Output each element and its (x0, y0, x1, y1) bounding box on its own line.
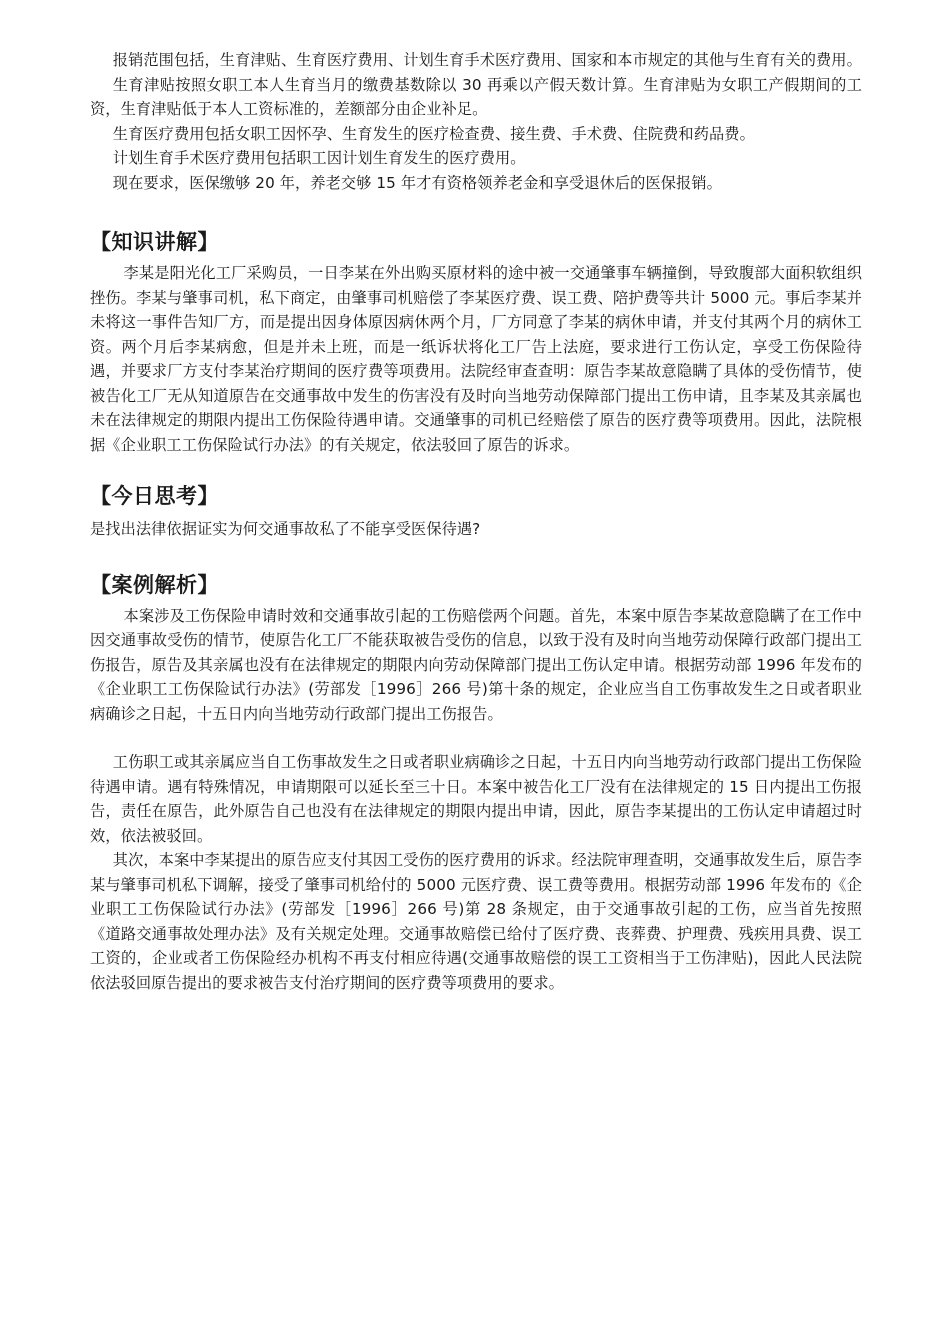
intro-paragraph-2: 生育津贴按照女职工本人生育当月的缴费基数除以 30 再乘以产假天数计算。生育津贴为女职工产假期间的工资，生育津贴低于本人工资标准的，差额部分由企业补足。 (90, 75, 862, 118)
analysis-paragraph-2: 工伤职工或其亲属应当自工伤事故发生之日或者职业病确诊之日起，十五日内向当地劳动行政部门提出工伤保险待遇申请。遇有特殊情况，申请期限可以延长至三十日。本案中被告化工厂没有在法律规定的 15 日内提出工伤报告，责任在原告，此外原告自己也没有在法律规定的期限内提出申请，因此，原告李某提出的工伤认定申请超过时效，依法被驳回。 (90, 753, 862, 845)
intro-paragraph-5: 现在要求，医保缴够 20 年，养老交够 15 年才有资格领养老金和享受退休后的医保报销。 (112, 173, 722, 192)
intro-paragraph-3: 生育医疗费用包括女职工因怀孕、生育发生的医疗检查费、接生费、手术费、住院费和药品费。 (112, 124, 755, 143)
knowledge-heading: 【知识讲解】 (90, 230, 219, 254)
intro-paragraph-4: 计划生育手术医疗费用包括职工因计划生育发生的医疗费用。 (112, 149, 526, 167)
knowledge-paragraph: 李某是阳光化工厂采购员，一日李某在外出购买原材料的途中被一交通肇事车辆撞倒，导致腹部大面积软组织挫伤。李某与肇事司机，私下商定，由肇事司机赔偿了李某医疗费、误工费、陪护费等共计 5000 元。事后李某并未将这一事件告知厂方，而是提出因身体原因病休两个月，厂方同意了李某的病休申请，并支付其两个月的病休工资。两个月后李某病愈，但是并未上班，而是一纸诉状将化工厂告上法庭，要求进行工伤认定，享受工伤保险待遇，并要求厂方支付李某治疗期间的医疗费等项费用。法院经审查查明：原告李某故意隐瞒了具体的受伤情节，使被告化工厂无从知道原告在交通事故中发生的伤害没有及时向当地劳动保障部门提出工伤申请，且李某及其亲属也未在法律规定的期限内提出工伤保险待遇申请。交通肇事的司机已经赔偿了原告的医疗费等项费用。因此，法院根据《企业职工工伤保险试行办法》的有关规定，依法驳回了原告的诉求。 (90, 264, 862, 454)
thinking-heading: 【今日思考】 (90, 484, 219, 508)
analysis-paragraph-1: 本案涉及工伤保险申请时效和交通事故引起的工伤赔偿两个问题。首先，本案中原告李某故意隐瞒了在工作中因交通事故受伤的情节，使原告化工厂不能获取被告受伤的信息，以致于没有及时向当地劳动保障行政部门提出工伤报告，原告及其亲属也没有在法律规定的期限内向劳动保障部门提出工伤认定申请。根据劳动部 1996 年发布的《企业职工工伤保险试行办法》(劳部发［1996］266 号)第十条的规定，企业应当自工伤事故发生之日或者职业病确诊之日起，十五日内向当地劳动行政部门提出工伤报告。 (90, 606, 862, 723)
analysis-heading: 【案例解析】 (90, 572, 219, 597)
analysis-paragraph-3: 其次，本案中李某提出的原告应支付其因工受伤的医疗费用的诉求。经法院审理查明，交通事故发生后，原告李某与肇事司机私下调解，接受了肇事司机给付的 5000 元医疗费、误工费等费用。根据劳动部 1996 年发布的《企业职工工伤保险试行办法》(劳部发［1996］266 号)第 28 条规定，由于交通事故引起的工伤，应当首先按照《道路交通事故处理办法》及有关规定处理。交通事故赔偿已给付了医疗费、丧葬费、护理费、残疾用具费、误工工资的，企业或者工伤保险经办机构不再支付相应待遇(交通事故赔偿的误工工资相当于工伤津贴)，因此人民法院依法驳回原告提出的要求被告支付治疗期间的医疗费等项费用的要求。 (90, 851, 862, 992)
thinking-question: 是找出法律依据证实为何交通事故私了不能享受医保待遇? (90, 520, 481, 538)
document-page (90, 48, 862, 995)
intro-paragraph-1: 报销范围包括，生育津贴、生育医疗费用、计划生育手术医疗费用、国家和本市规定的其他与生育有关的费用。 (112, 51, 862, 69)
